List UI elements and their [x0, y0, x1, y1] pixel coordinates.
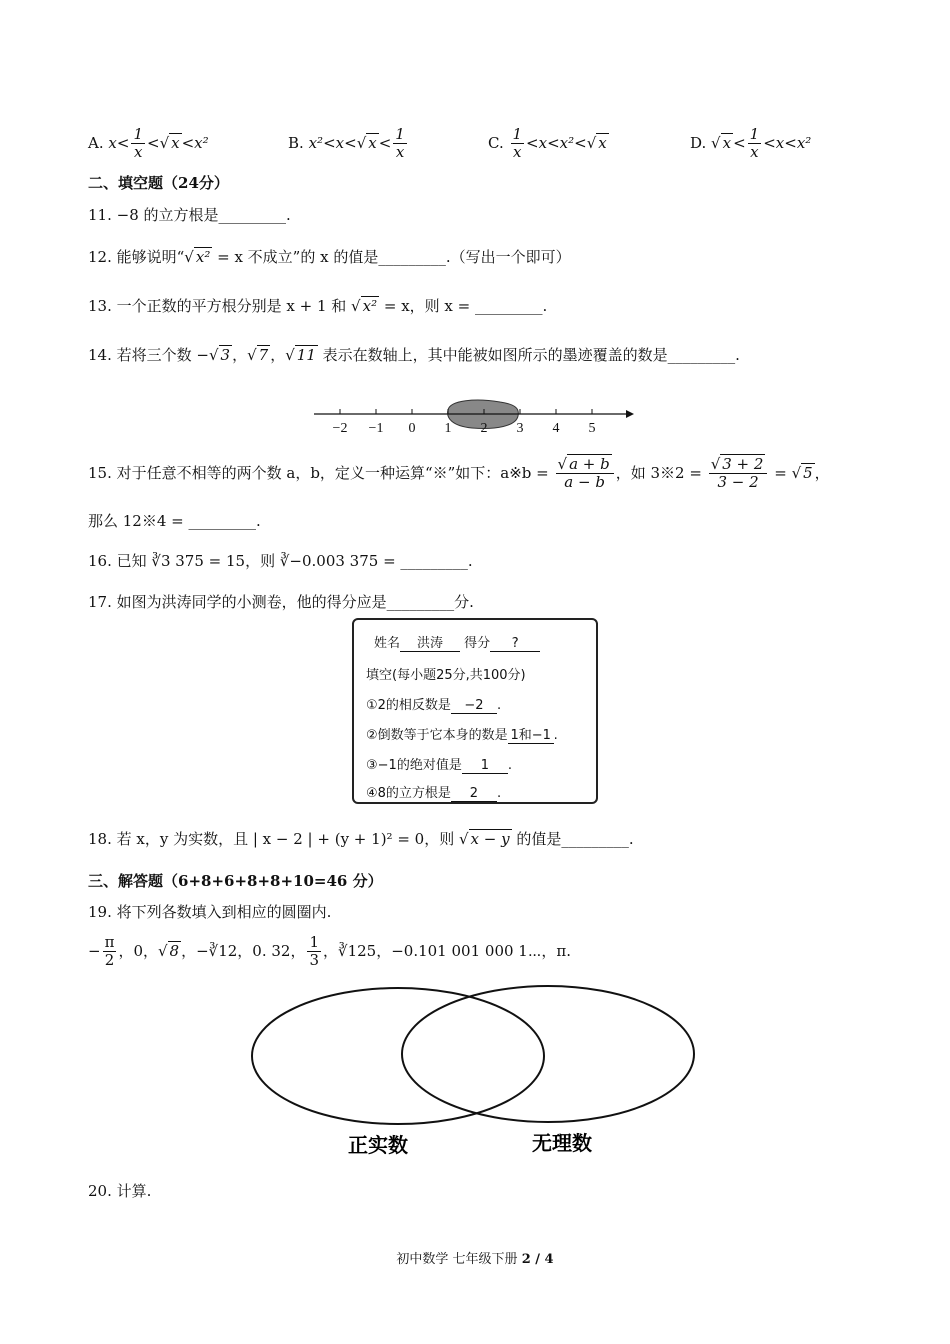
option-c: C. $\frac{1}{x}$ <x<x²<√ x: [488, 125, 607, 162]
section-heading-solve: 三、解答题（6+8+6+8+8+10=46 分）: [88, 872, 383, 890]
section-heading-fill: 二、填空题（24分）: [88, 174, 229, 192]
option-a: A. x< $\frac{1}{x}$ <√ x <x²: [88, 125, 209, 162]
quiz-item-4: ④8的立方根是 2 .: [366, 786, 502, 801]
tick-label: 1: [444, 421, 452, 436]
question-16: 16. 已知 ∛3 375 = 15，则 ∛−0.003 375 = _________.: [88, 552, 473, 570]
tick-label: 4: [552, 421, 560, 436]
question-19-numbers: − $\frac{\pi}{2}$ ，0，√ 8 ，−∛12，0. 32， $\frac{1}{3}$ ，∛125，−0.101 001 000 1⋯，π.: [88, 933, 571, 970]
tick-label: 0: [408, 421, 416, 436]
number-line: [300, 392, 640, 440]
question-17: 17. 如图为洪涛同学的小测卷，他的得分应是_________分.: [88, 593, 474, 611]
quiz-item-3: ③−1的绝对值是 1 .: [366, 758, 512, 773]
quiz-header: 姓名 洪涛 得分 ?: [374, 632, 540, 652]
quiz-item-2: ②倒数等于它本身的数是 1和−1 .: [366, 724, 558, 744]
page-footer: 初中数学 七年级下册 2 / 4: [396, 1252, 554, 1267]
question-15: 15. 对于任意不相等的两个数 a，b，定义一种运算“※”如下：a※b = $\frac{√ a + b}{a - b}$ ，如 3※2 = $\frac{√ 3 + 2}{3 - 2}$ = √ 5 ，: [88, 455, 830, 492]
question-15-line2: 那么 12※4 = _________.: [88, 512, 261, 530]
tick-label: 3: [516, 421, 524, 436]
question-20: 20. 计算.: [88, 1182, 152, 1200]
question-14: 14. 若将三个数 −√ 3 ，√ 7 ，√ 11 表示在数轴上，其中能被如图所示的墨迹覆盖的数是_________.: [88, 346, 740, 364]
question-19: 19. 将下列各数填入到相应的圆圈内.: [88, 903, 332, 921]
question-12: 12. 能够说明“√ x² = x 不成立”的 x 的值是_________.（写出一个即可）: [88, 248, 571, 266]
tick-label: −1: [368, 421, 384, 436]
venn-diagram: [250, 984, 700, 1164]
ellipse-irrational: [402, 986, 694, 1122]
question-13: 13. 一个正数的平方根分别是 x + 1 和 √ x² = x，则 x = _________.: [88, 297, 548, 315]
label-irrational: 无理数: [532, 1131, 592, 1155]
quiz-card: [352, 618, 598, 804]
question-11: 11. −8 的立方根是_________.: [88, 206, 291, 224]
quiz-intro: 填空(每小题25分,共100分): [366, 668, 526, 683]
option-b: B. x²<x<√ x < $\frac{1}{x}$: [288, 125, 405, 162]
option-d: D. √ x < $\frac{1}{x}$ <x<x²: [690, 125, 812, 162]
tick-label: 5: [588, 421, 596, 436]
question-18: 18. 若 x，y 为实数，且 | x − 2 | + (y + 1)² = 0，则 √ x − y 的值是_________.: [88, 830, 634, 848]
tick-label: 2: [480, 421, 488, 436]
tick-label: −2: [332, 421, 348, 436]
label-positive-real: 正实数: [348, 1133, 408, 1157]
ellipse-positive-real: [252, 988, 544, 1124]
axis-arrow-icon: [626, 410, 634, 418]
quiz-item-1: ①2的相反数是 −2 .: [366, 698, 502, 713]
